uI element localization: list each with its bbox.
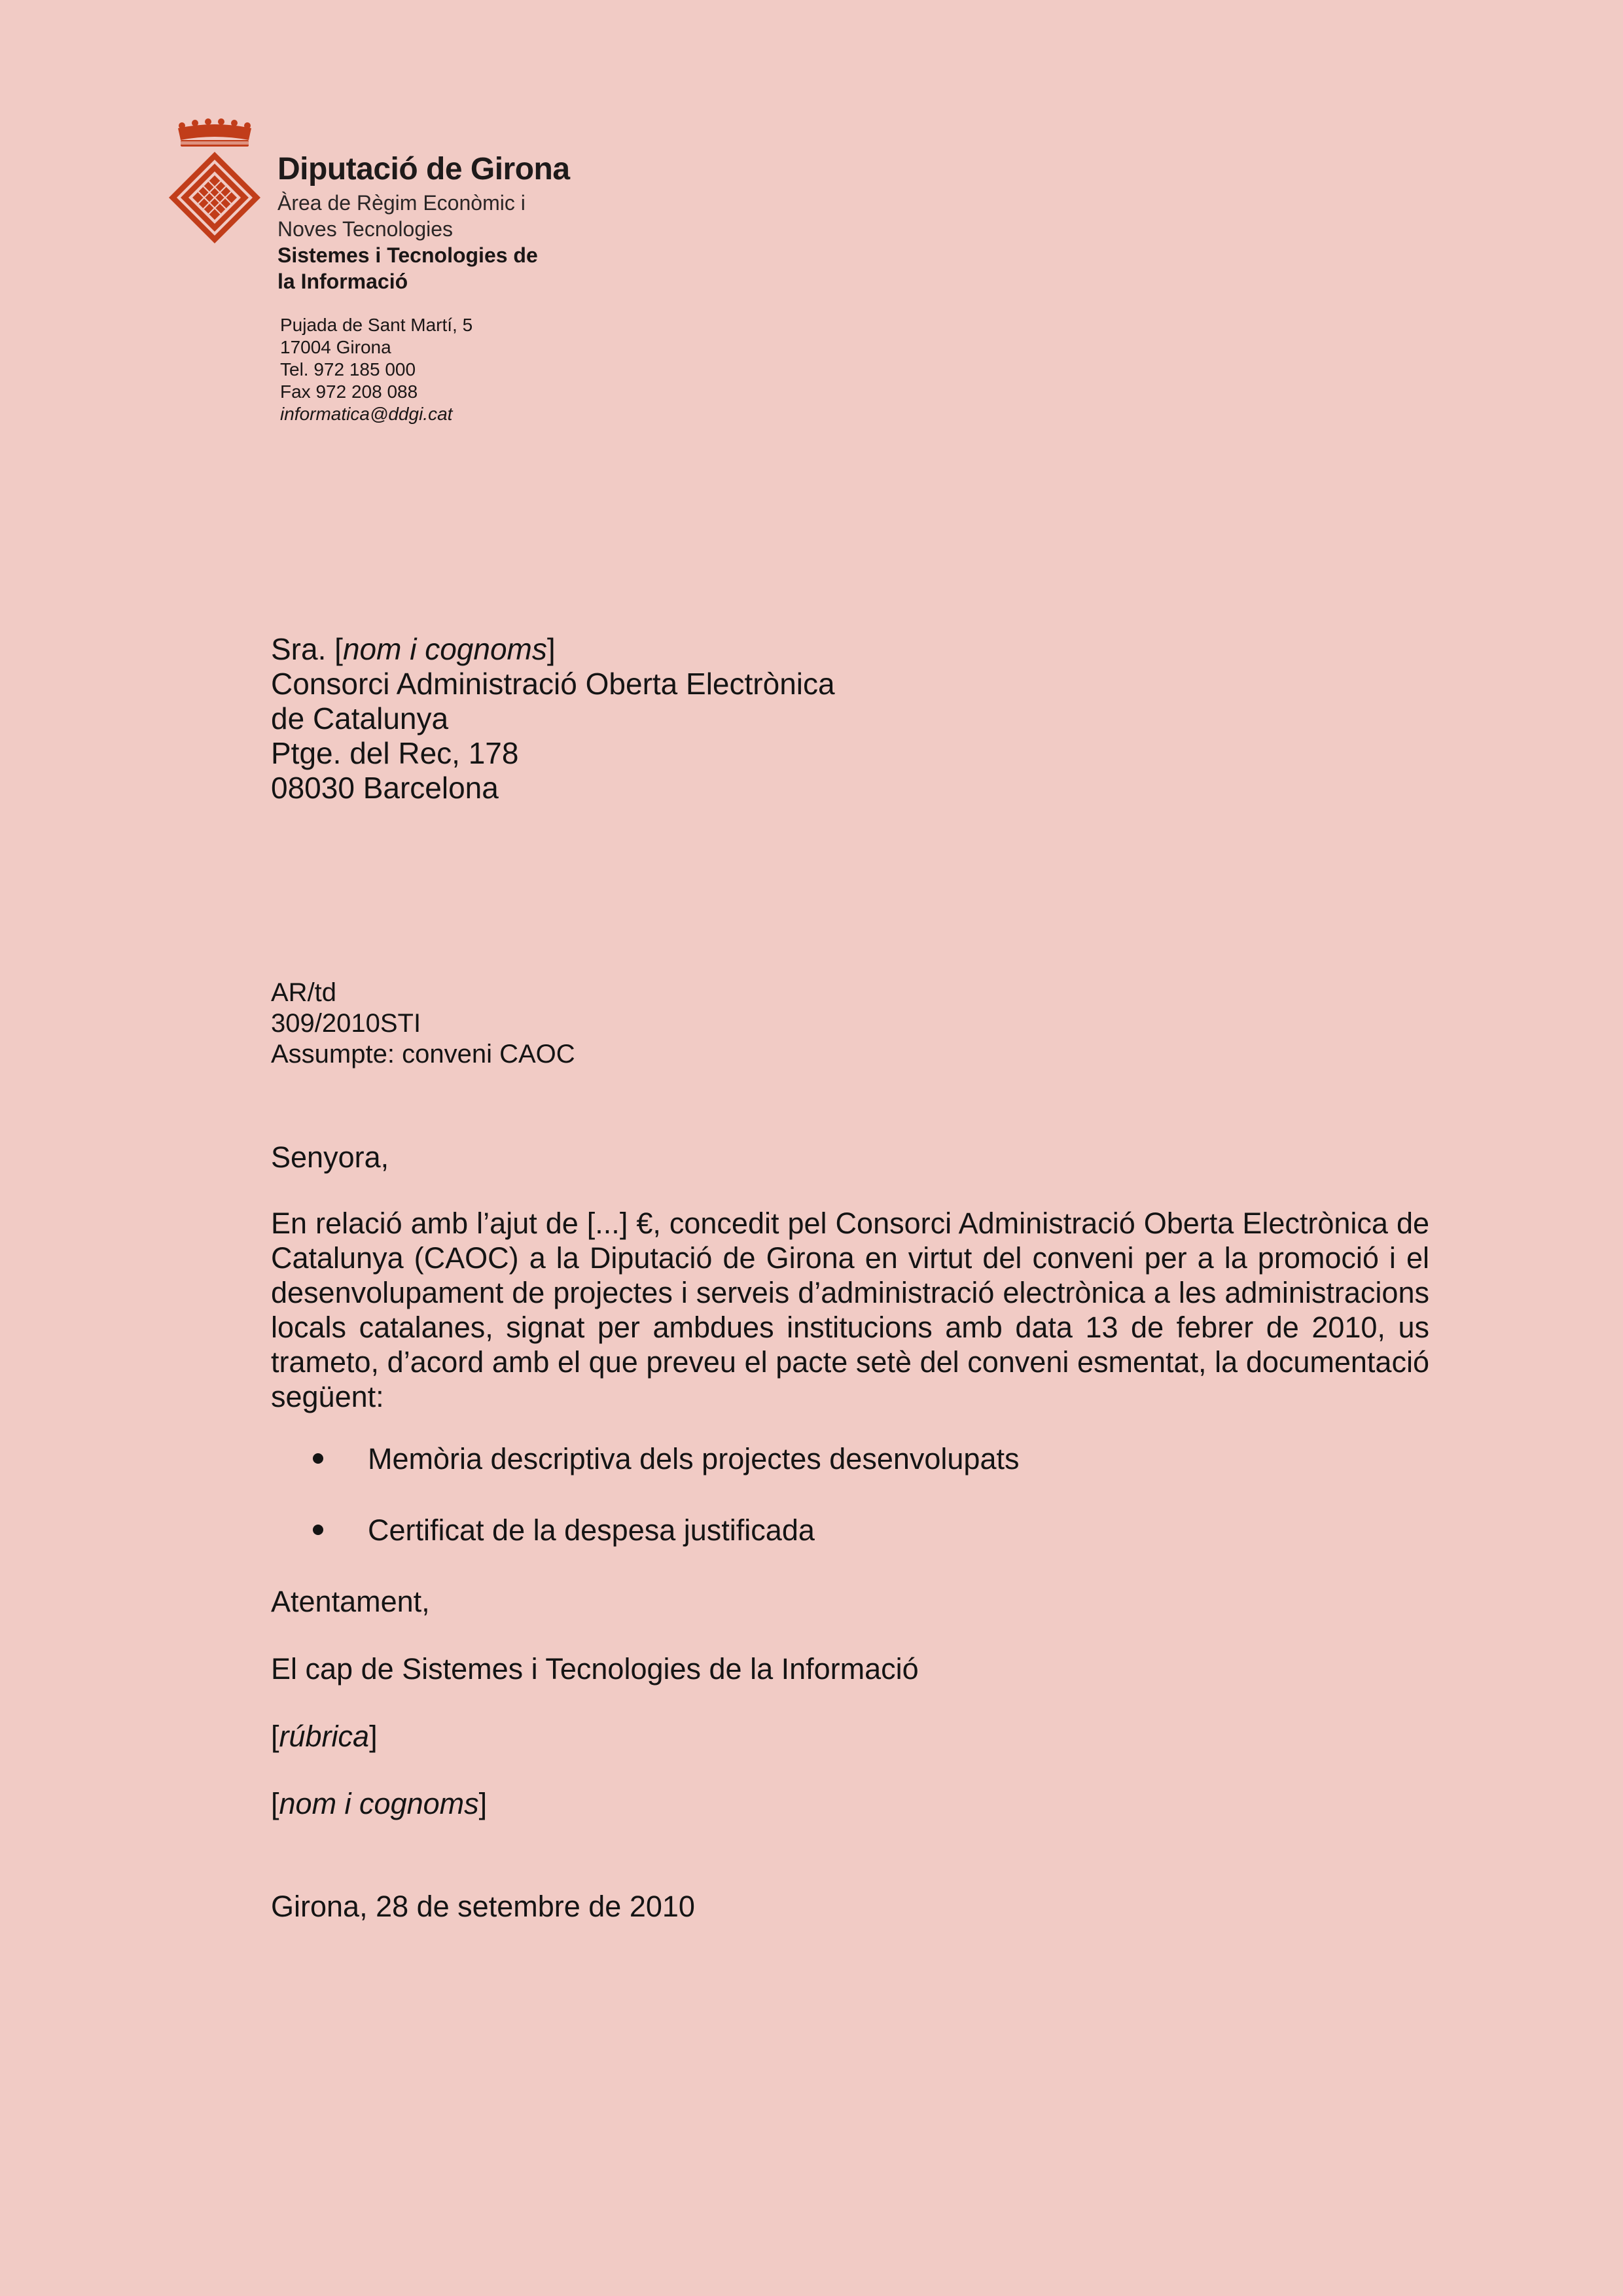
bracket-close: ] [478, 1787, 488, 1820]
reference-subject: Assumpte: conveni CAOC [271, 1040, 575, 1069]
closing: Atentament, [271, 1585, 430, 1618]
department-line: la Informació [277, 270, 408, 293]
signer-name-placeholder [271, 1786, 1429, 1821]
bracket-close: ] [369, 1720, 378, 1753]
signer-title: El cap de Sistemes i Tecnologies de la Informació [271, 1652, 919, 1686]
coat-of-arms-icon [165, 118, 264, 249]
body-paragraph: En relació amb l’ajut de [...] €, concedit pel Consorci Administració Oberta Electrònica de Catalunya (CAOC) a la Diputació de Girona en virtut del conveni per a la promoció i el desenvolupament de projectes i serveis d’administració electrònica a les administracions locals catalanes, signat per ambdues institucions amb data 13 de febrer de 2010, us trameto, d’acord amb el que preveu el pacte setè del conveni esmentat, la documentació següent: [271, 1207, 1429, 1413]
recipient-org: de Catalunya [271, 701, 449, 735]
salutation-suffix: ] [546, 632, 556, 666]
greeting: Senyora, [271, 1140, 389, 1174]
bracket-open: [ [271, 1720, 279, 1753]
recipient-org: Consorci Administració Oberta Electrònica [271, 667, 835, 701]
letter-body [271, 1140, 1429, 1924]
bullet-icon [313, 1453, 323, 1464]
area-line: Noves Tecnologies [277, 217, 454, 241]
date-line: Girona, 28 de setembre de 2010 [271, 1890, 695, 1923]
department-line: Sistemes i Tecnologies de [277, 243, 538, 267]
sender-email[interactable]: informatica@ddgi.cat [280, 404, 453, 424]
list-item-text: Memòria descriptiva dels projectes desenvolupats [368, 1442, 1020, 1475]
reference-block [271, 978, 1253, 1070]
name-placeholder: nom i cognoms [342, 632, 547, 666]
list-item-text: Certificat de la despesa justificada [368, 1513, 815, 1547]
signature-placeholder [271, 1719, 1429, 1754]
salutation-prefix: Sra. [ [271, 632, 343, 666]
recipient-address [271, 632, 1253, 805]
org-name: Diputació de Girona [277, 152, 570, 186]
recipient-city: 08030 Barcelona [271, 771, 499, 805]
sender-fax: Fax 972 208 088 [280, 381, 418, 402]
bracket-open: [ [271, 1787, 279, 1820]
reference-initials: AR/td [271, 978, 337, 1007]
signature-label: rúbrica [279, 1720, 370, 1753]
reference-number: 309/2010STI [271, 1009, 421, 1038]
sender-city: 17004 Girona [280, 337, 391, 357]
bullet-icon [313, 1525, 323, 1535]
signer-name-label: nom i cognoms [279, 1787, 479, 1820]
recipient-street: Ptge. del Rec, 178 [271, 736, 519, 770]
sender-street: Pujada de Sant Martí, 5 [280, 315, 473, 335]
list-item [271, 1441, 1429, 1476]
recipient-name [271, 632, 1253, 667]
letterhead [277, 149, 736, 294]
sender-tel: Tel. 972 185 000 [280, 359, 416, 380]
area-line: Àrea de Règim Econòmic i [277, 191, 526, 215]
list-item [271, 1513, 1429, 1547]
document-list [271, 1441, 1429, 1547]
sender-address [280, 314, 738, 425]
